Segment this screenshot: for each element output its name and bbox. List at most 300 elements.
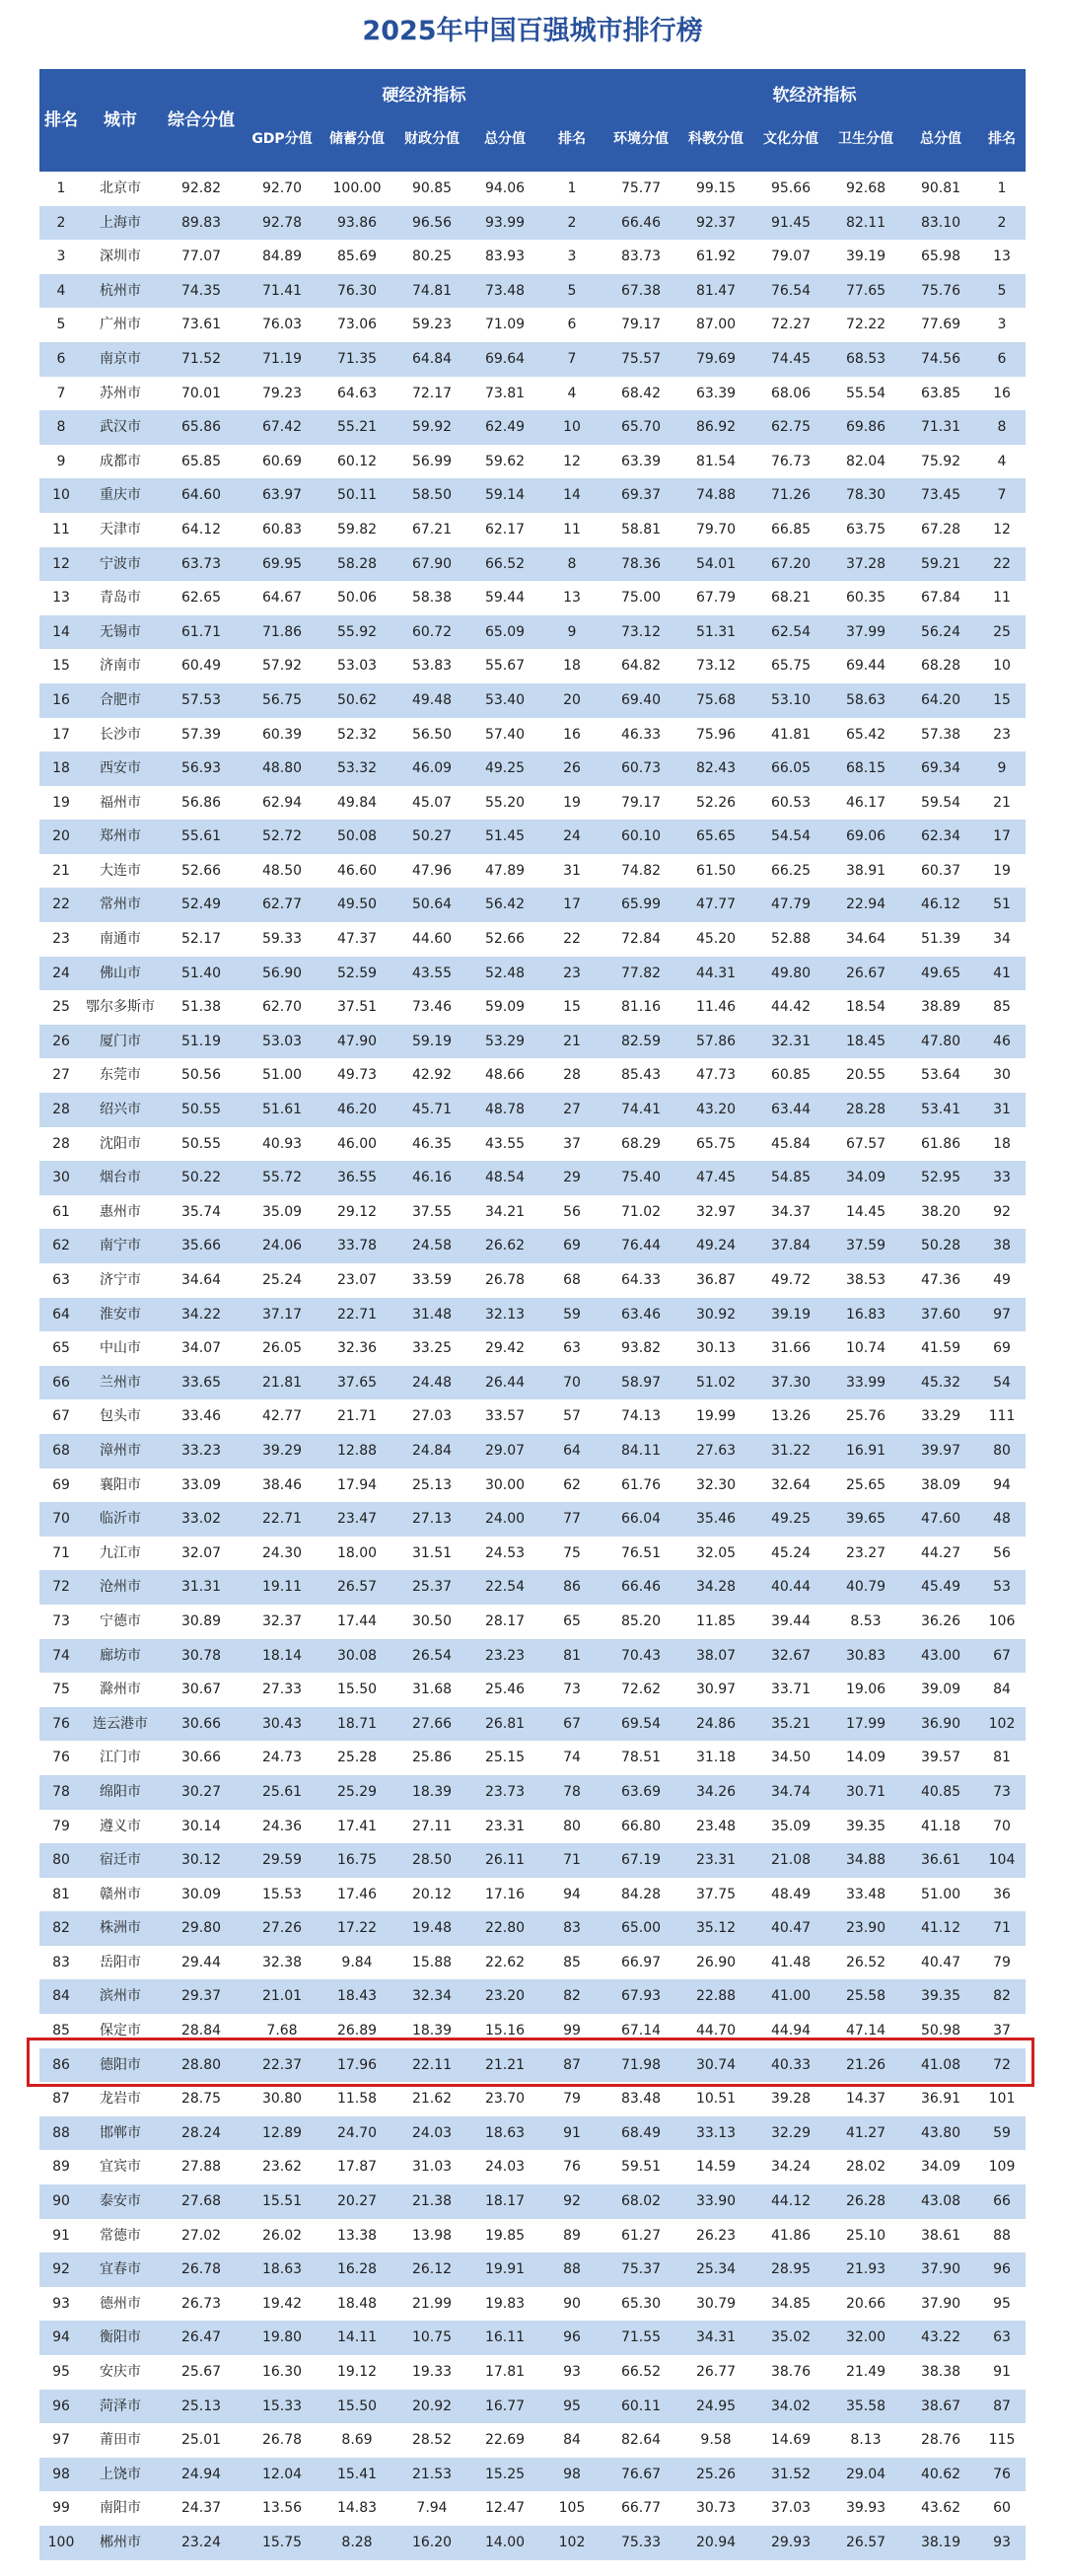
cell-environment: 68.49 [620,2124,662,2141]
cell-culture: 34.85 [770,2295,812,2312]
cell-health: 8.13 [850,2432,882,2449]
cell-culture: 21.08 [770,1852,812,1869]
cell-finance: 27.11 [411,1818,453,1834]
cell-soft-rank: 3 [997,317,1007,333]
cell-savings: 85.69 [336,249,378,265]
header-city: 城市 [104,110,137,130]
cell-hard-total: 56.42 [484,896,526,913]
cell-culture: 67.20 [770,555,812,572]
cell-soft-total: 38.89 [920,999,961,1016]
cell-health: 16.83 [845,1306,887,1323]
cell-health: 29.04 [845,2466,887,2482]
cell-soft-rank: 21 [993,794,1011,811]
cell-total: 55.61 [180,828,222,845]
cell-savings: 18.00 [336,1544,378,1561]
cell-soft-rank: 54 [993,1374,1011,1391]
cell-finance: 58.50 [411,487,453,504]
cell-hard-total: 29.07 [484,1442,526,1459]
cell-total: 23.24 [180,2534,222,2550]
cell-total: 29.37 [180,1988,222,2005]
cell-rank: 72 [52,1579,70,1596]
table-row [39,1673,1026,1707]
cell-science-edu: 81.47 [695,282,737,299]
cell-city: 苏州市 [100,385,141,401]
cell-culture: 34.24 [770,2159,812,2176]
cell-soft-total: 90.81 [920,180,961,196]
cell-culture: 60.85 [770,1067,812,1084]
cell-city: 包头市 [100,1408,141,1425]
cell-rank: 92 [52,2261,70,2278]
cell-soft-total: 83.10 [920,214,961,231]
cell-hard-total: 15.25 [484,2466,526,2482]
cell-total: 50.55 [180,1135,222,1152]
cell-rank: 11 [52,521,70,537]
cell-culture: 37.03 [770,2500,812,2517]
cell-rank: 82 [52,1920,70,1937]
cell-science-edu: 79.70 [695,521,737,537]
cell-city: 常德市 [100,2227,141,2244]
cell-savings: 47.90 [336,1033,378,1049]
cell-city: 惠州市 [100,1203,141,1220]
cell-savings: 58.28 [336,555,378,572]
cell-finance: 64.84 [411,350,453,367]
table-row [39,888,1026,922]
cell-science-edu: 26.90 [695,1954,737,1970]
cell-rank: 7 [56,385,66,401]
cell-gdp: 48.80 [261,760,303,777]
cell-hard-rank: 57 [563,1408,581,1425]
cell-city: 北京市 [100,180,141,196]
cell-soft-rank: 5 [997,282,1007,299]
cell-gdp: 71.19 [261,350,303,367]
cell-hard-rank: 2 [567,214,577,231]
cell-hard-rank: 37 [563,1135,581,1152]
cell-gdp: 12.04 [261,2466,303,2482]
cell-hard-rank: 29 [563,1170,581,1186]
cell-soft-rank: 84 [993,1682,1011,1698]
cell-gdp: 79.23 [261,385,303,401]
cell-savings: 93.86 [336,214,378,231]
cell-soft-total: 38.61 [920,2227,961,2244]
cell-science-edu: 67.79 [695,590,737,607]
cell-culture: 47.79 [770,896,812,913]
cell-gdp: 26.02 [261,2227,303,2244]
cell-science-edu: 23.48 [695,1818,737,1834]
cell-science-edu: 30.73 [695,2500,737,2517]
cell-gdp: 59.33 [261,931,303,948]
cell-rank: 26 [52,1033,70,1049]
cell-savings: 55.21 [336,419,378,436]
cell-culture: 38.76 [770,2364,812,2380]
cell-culture: 66.25 [770,862,812,879]
cell-soft-rank: 70 [993,1818,1011,1834]
cell-hard-rank: 27 [563,1102,581,1118]
header-gdp: GDP分值 [251,131,313,147]
cell-environment: 66.52 [620,2364,662,2380]
cell-gdp: 51.00 [261,1067,303,1084]
cell-finance: 20.92 [411,2397,453,2414]
table-row [39,478,1026,513]
cell-science-edu: 47.73 [695,1067,737,1084]
cell-environment: 60.73 [620,760,662,777]
cell-savings: 23.07 [336,1272,378,1288]
table-row [39,1366,1026,1400]
cell-gdp: 19.42 [261,2295,303,2312]
table-row [39,445,1026,479]
header-hard-rank: 排名 [558,131,586,147]
cell-science-edu: 49.24 [695,1238,737,1254]
table-row [39,1810,1026,1844]
cell-savings: 59.82 [336,521,378,537]
cell-environment: 46.33 [620,726,662,743]
table-row [39,377,1026,411]
cell-total: 57.39 [180,726,222,743]
cell-hard-total: 59.62 [484,453,526,469]
cell-finance: 18.39 [411,2023,453,2039]
cell-soft-rank: 80 [993,1442,1011,1459]
cell-hard-rank: 26 [563,760,581,777]
cell-total: 27.88 [180,2159,222,2176]
cell-science-edu: 32.05 [695,1544,737,1561]
cell-soft-rank: 17 [993,828,1011,845]
cell-city: 厦门市 [100,1033,141,1049]
cell-soft-rank: 30 [993,1067,1011,1084]
cell-hard-rank: 64 [563,1442,581,1459]
cell-hard-total: 62.17 [484,521,526,537]
cell-health: 8.53 [850,1612,882,1629]
cell-hard-total: 24.00 [484,1511,526,1528]
cell-health: 28.02 [845,2159,887,2176]
cell-health: 72.22 [845,317,887,333]
cell-finance: 72.17 [411,385,453,401]
cell-total: 56.93 [180,760,222,777]
cell-hard-total: 22.54 [484,1579,526,1596]
cell-health: 32.00 [845,2329,887,2346]
cell-soft-total: 63.85 [920,385,961,401]
cell-hard-total: 55.67 [484,658,526,675]
cell-city: 淮安市 [100,1306,141,1323]
cell-health: 26.52 [845,1954,887,1970]
cell-savings: 25.29 [336,1783,378,1800]
header-environment: 环境分值 [613,131,669,147]
cell-hard-total: 23.70 [484,2091,526,2108]
cell-finance: 44.60 [411,931,453,948]
cell-science-edu: 33.90 [695,2193,737,2210]
cell-science-edu: 32.30 [695,1476,737,1493]
cell-culture: 34.50 [770,1750,812,1766]
cell-environment: 82.64 [620,2432,662,2449]
cell-soft-rank: 85 [993,999,1011,1016]
cell-soft-rank: 7 [997,487,1007,504]
cell-hard-total: 22.69 [484,2432,526,2449]
cell-health: 23.90 [845,1920,887,1937]
cell-gdp: 67.42 [261,419,303,436]
cell-soft-rank: 93 [993,2534,1011,2550]
cell-total: 28.84 [180,2023,222,2039]
cell-gdp: 53.03 [261,1033,303,1049]
cell-total: 30.09 [180,1886,222,1902]
cell-soft-rank: 36 [993,1886,1011,1902]
cell-soft-rank: 115 [988,2432,1016,2449]
table-row [39,1434,1026,1468]
cell-soft-total: 75.76 [920,282,961,299]
cell-hard-total: 14.00 [484,2534,526,2550]
cell-environment: 82.59 [620,1033,662,1049]
table-row [39,786,1026,821]
cell-rank: 27 [52,1067,70,1084]
cell-finance: 73.46 [411,999,453,1016]
cell-science-edu: 65.65 [695,828,737,845]
table-row [39,1161,1026,1195]
cell-environment: 63.69 [620,1783,662,1800]
cell-health: 58.63 [845,691,887,708]
cell-savings: 29.12 [336,1203,378,1220]
table-row [39,2423,1026,2458]
cell-soft-total: 50.28 [920,1238,961,1254]
cell-rank: 10 [52,487,70,504]
cell-hard-rank: 93 [563,2364,581,2380]
cell-soft-rank: 53 [993,1579,1011,1596]
cell-health: 78.30 [845,487,887,504]
cell-hard-total: 57.40 [484,726,526,743]
table-row [39,1058,1026,1093]
table-row [39,1537,1026,1571]
cell-soft-total: 38.38 [920,2364,961,2380]
table-row [39,820,1026,854]
cell-science-edu: 34.28 [695,1579,737,1596]
cell-science-edu: 30.74 [695,2056,737,2073]
cell-rank: 86 [52,2056,70,2073]
cell-city: 杭州市 [100,282,141,299]
cell-science-edu: 61.50 [695,862,737,879]
cell-rank: 79 [52,1818,70,1834]
cell-finance: 28.50 [411,1852,453,1869]
page-title: 2025年中国百强城市排行榜 [362,16,703,46]
cell-soft-total: 38.20 [920,1203,961,1220]
cell-finance: 37.55 [411,1203,453,1220]
cell-rank: 71 [52,1544,70,1561]
cell-savings: 21.71 [336,1408,378,1425]
cell-finance: 26.54 [411,1647,453,1664]
cell-science-edu: 86.92 [695,419,737,436]
cell-hard-total: 12.47 [484,2500,526,2517]
table-row [39,1979,1026,2014]
header-soft-rank: 排名 [988,131,1016,147]
table-row [39,1639,1026,1674]
cell-gdp: 32.37 [261,1612,303,1629]
cell-soft-rank: 51 [993,896,1011,913]
cell-environment: 64.82 [620,658,662,675]
cell-soft-rank: 38 [993,1238,1011,1254]
cell-environment: 63.46 [620,1306,662,1323]
cell-finance: 46.09 [411,760,453,777]
cell-savings: 11.58 [336,2091,378,2108]
cell-soft-total: 36.26 [920,1612,961,1629]
table-row [39,2355,1026,2390]
cell-soft-rank: 41 [993,965,1011,981]
cell-hard-total: 25.46 [484,1682,526,1698]
cell-environment: 74.82 [620,862,662,879]
cell-gdp: 57.92 [261,658,303,675]
cell-hard-total: 48.66 [484,1067,526,1084]
cell-hard-total: 59.09 [484,999,526,1016]
cell-culture: 79.07 [770,249,812,265]
cell-health: 21.93 [845,2261,887,2278]
cell-total: 32.07 [180,1544,222,1561]
cell-rank: 66 [52,1374,70,1391]
table-row [39,172,1026,206]
cell-gdp: 56.90 [261,965,303,981]
cell-rank: 100 [47,2534,75,2550]
cell-rank: 94 [52,2329,70,2346]
cell-health: 10.74 [845,1340,887,1357]
cell-rank: 13 [52,590,70,607]
cell-science-edu: 51.31 [695,623,737,640]
cell-soft-rank: 91 [993,2364,1011,2380]
table-row [39,1331,1026,1366]
cell-science-edu: 27.63 [695,1442,737,1459]
cell-environment: 78.36 [620,555,662,572]
cell-soft-total: 71.31 [920,419,961,436]
cell-hard-rank: 88 [563,2261,581,2278]
cell-culture: 72.27 [770,317,812,333]
cell-city: 南宁市 [100,1238,141,1254]
cell-environment: 68.29 [620,1135,662,1152]
cell-soft-total: 50.98 [920,2023,961,2039]
cell-soft-rank: 16 [993,385,1011,401]
cell-hard-total: 52.48 [484,965,526,981]
cell-hard-rank: 62 [563,1476,581,1493]
cell-environment: 60.11 [620,2397,662,2414]
cell-environment: 61.27 [620,2227,662,2244]
table-row [39,718,1026,752]
cell-gdp: 21.81 [261,1374,303,1391]
cell-total: 29.80 [180,1920,222,1937]
cell-culture: 62.54 [770,623,812,640]
cell-science-edu: 9.58 [700,2432,732,2449]
cell-savings: 73.06 [336,317,378,333]
cell-hard-total: 29.42 [484,1340,526,1357]
cell-gdp: 30.43 [261,1715,303,1732]
cell-gdp: 38.46 [261,1476,303,1493]
cell-hard-rank: 68 [563,1272,581,1288]
cell-culture: 32.67 [770,1647,812,1664]
cell-hard-total: 71.09 [484,317,526,333]
cell-hard-rank: 67 [563,1715,581,1732]
cell-total: 50.56 [180,1067,222,1084]
cell-savings: 8.69 [341,2432,373,2449]
cell-rank: 70 [52,1511,70,1528]
cell-culture: 35.02 [770,2329,812,2346]
cell-city: 宜春市 [100,2261,141,2278]
cell-science-edu: 30.92 [695,1306,737,1323]
cell-hard-rank: 14 [563,487,581,504]
header-rank: 排名 [44,110,78,130]
cell-soft-total: 43.08 [920,2193,961,2210]
cell-total: 30.78 [180,1647,222,1664]
cell-gdp: 48.50 [261,862,303,879]
cell-city: 上海市 [100,214,141,231]
cell-savings: 50.62 [336,691,378,708]
cell-finance: 21.62 [411,2091,453,2108]
cell-hard-total: 15.16 [484,2023,526,2039]
cell-health: 19.06 [845,1682,887,1698]
cell-total: 50.22 [180,1170,222,1186]
cell-rank: 88 [52,2124,70,2141]
cell-gdp: 84.89 [261,249,303,265]
cell-rank: 9 [56,453,66,469]
cell-science-edu: 11.85 [695,1612,737,1629]
cell-health: 40.79 [845,1579,887,1596]
cell-rank: 19 [52,794,70,811]
cell-rank: 23 [52,931,70,948]
cell-city: 大连市 [100,862,141,879]
cell-environment: 65.00 [620,1920,662,1937]
cell-savings: 8.28 [341,2534,373,2550]
cell-city: 滨州市 [100,1988,141,2005]
cell-soft-total: 36.91 [920,2091,961,2108]
cell-culture: 54.85 [770,1170,812,1186]
cell-finance: 13.98 [411,2227,453,2244]
cell-savings: 18.43 [336,1988,378,2005]
cell-soft-total: 69.34 [920,760,961,777]
cell-culture: 32.31 [770,1033,812,1049]
cell-gdp: 7.68 [266,2023,298,2039]
cell-hard-rank: 84 [563,2432,581,2449]
cell-science-edu: 87.00 [695,317,737,333]
cell-environment: 72.62 [620,1682,662,1698]
cell-total: 65.85 [180,453,222,469]
cell-environment: 84.28 [620,1886,662,1902]
cell-hard-rank: 81 [563,1647,581,1664]
cell-soft-total: 37.90 [920,2295,961,2312]
cell-rank: 76 [52,1750,70,1766]
cell-hard-rank: 22 [563,931,581,948]
table-row [39,2287,1026,2322]
cell-rank: 87 [52,2091,70,2108]
cell-health: 26.57 [845,2534,887,2550]
cell-finance: 24.58 [411,1238,453,1254]
cell-hard-rank: 4 [567,385,577,401]
table-row [39,683,1026,718]
cell-hard-rank: 77 [563,1511,581,1528]
cell-health: 25.10 [845,2227,887,2244]
cell-savings: 46.20 [336,1102,378,1118]
cell-soft-total: 43.00 [920,1647,961,1664]
cell-soft-rank: 48 [993,1511,1011,1528]
cell-rank: 28 [52,1135,70,1152]
cell-rank: 24 [52,965,70,981]
cell-soft-total: 74.56 [920,350,961,367]
cell-finance: 24.48 [411,1374,453,1391]
cell-finance: 47.96 [411,862,453,879]
cell-hard-total: 33.57 [484,1408,526,1425]
table-row [39,1707,1026,1742]
cell-total: 33.23 [180,1442,222,1459]
table-row [39,410,1026,445]
cell-total: 28.24 [180,2124,222,2141]
cell-hard-rank: 31 [563,862,581,879]
cell-savings: 47.37 [336,931,378,948]
cell-savings: 71.35 [336,350,378,367]
table-body [39,172,1026,2560]
cell-rank: 1 [56,180,66,196]
cell-hard-total: 48.78 [484,1102,526,1118]
table-row [39,1195,1026,1230]
cell-rank: 6 [56,350,66,367]
cell-health: 69.86 [845,419,887,436]
cell-environment: 66.04 [620,1511,662,1528]
